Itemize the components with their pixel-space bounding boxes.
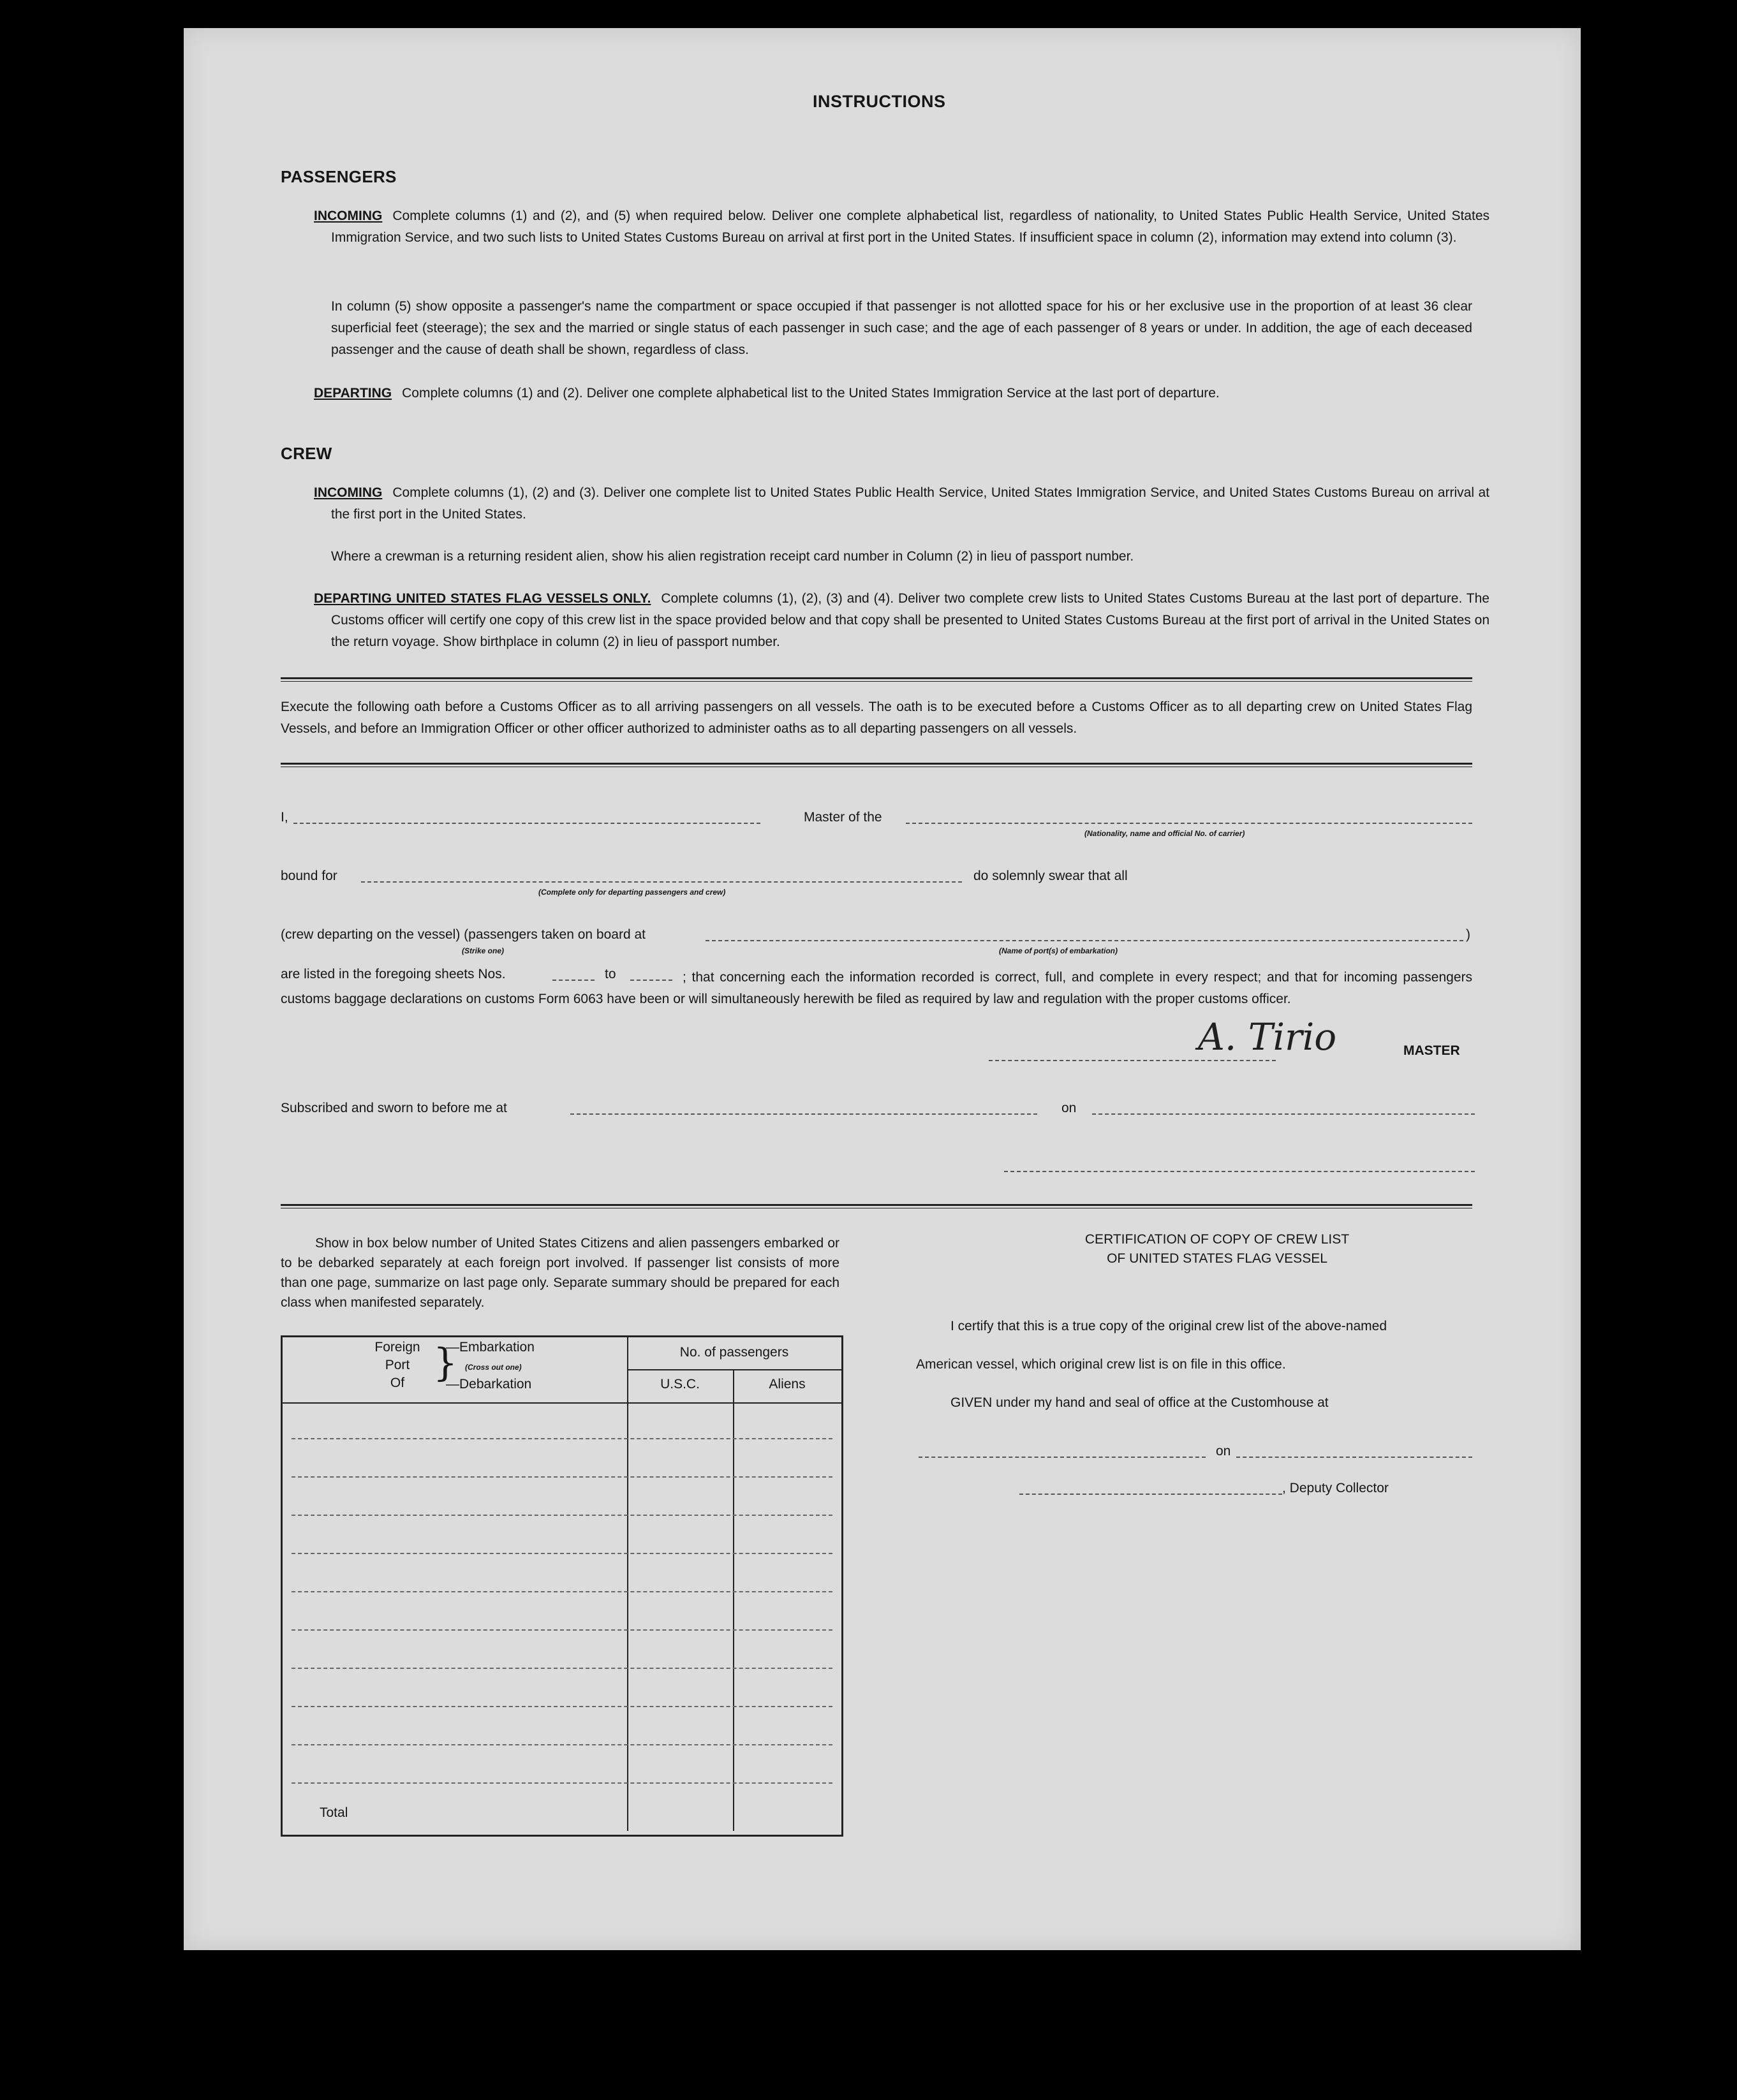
crew-passengers-text: (crew departing on the vessel) (passengers taken on board at <box>281 927 646 942</box>
bound-for-hint: (Complete only for departing passengers and crew) <box>538 888 726 897</box>
certification-date-field[interactable] <box>1236 1457 1472 1458</box>
section-divider <box>281 1204 1472 1208</box>
master-of-label: Master of the <box>804 810 882 825</box>
box-embarkation-label: —Embarkation <box>446 1340 535 1355</box>
box-of-label: Of <box>390 1376 405 1390</box>
crew-departing-text: Complete columns (1), (2), (3) and (4). Deliver two complete crew lists to United States Customs Bureau at the last port of departure. The Customs officer will certify one copy of this crew list in the space provided below and that copy shall be presented to United States Customs Bureau at the first port of arrival in the United States on the return voyage. Show birthplace in column (2) in lieu of passport number. <box>331 591 1489 649</box>
summary-note: Show in box below number of United States Citizens and alien passengers embarked or to be debarked separately at each foreign port involved. If passenger list consists of more than one page, summarize on last page only. Separate summary should be prepared for each class when manifested separately. <box>281 1236 839 1310</box>
swear-text: do solemnly swear that all <box>973 869 1128 883</box>
table-row[interactable] <box>292 1476 832 1478</box>
deputy-collector-signature-field[interactable] <box>1019 1494 1282 1495</box>
strike-one-hint: (Strike one) <box>462 946 505 955</box>
master-signature-line[interactable] <box>989 1060 1276 1061</box>
bound-for-label: bound for <box>281 869 337 883</box>
sworn-place-field[interactable] <box>570 1113 1037 1115</box>
close-paren: ) <box>1466 927 1470 942</box>
table-row[interactable] <box>292 1515 832 1516</box>
oath-intro: Execute the following oath before a Customs Officer as to all arriving passengers on all vessels. The oath is to be executed before a Customs Officer as to all departing crew on United States Flag Vessels, and before an Immigration Officer or other officer authorized to administer oaths as to all departing passengers on all vessels. <box>281 700 1472 736</box>
crew-departing-paragraph <box>314 588 1489 653</box>
box-no-passengers-header: No. of passengers <box>679 1345 789 1360</box>
box-usc-header: U.S.C. <box>660 1377 700 1391</box>
oath-i-label: I, <box>281 810 288 825</box>
passengers-column5-paragraph: In column (5) show opposite a passenger's name the compartment or space occupied if that passenger is not allotted space for his or her exclusive use in the proportion of at least 36 clear superficial feet (steerage); the sex and the married or single status of each passenger in such case; and the age of each passenger of 8 years or under. In addition, the age of each deceased passenger and the cause of death shall be shown, regardless of class. <box>331 299 1472 357</box>
sworn-on-label: on <box>1061 1101 1077 1115</box>
customhouse-field[interactable] <box>919 1457 1206 1458</box>
table-row[interactable] <box>292 1438 832 1439</box>
carrier-field[interactable] <box>906 823 1472 824</box>
sworn-date-field[interactable] <box>1092 1113 1475 1115</box>
box-cross-out-hint: (Cross out one) <box>465 1363 522 1372</box>
oath-statement: ; that concerning each the information recorded is correct, full, and complete in every respect; and that for incoming passengers customs baggage declarations on customs Form 6063 have been or will simultaneously herewith be filed as required by law and regulation with the proper customs officer. <box>281 970 1472 1006</box>
page-title: INSTRUCTIONS <box>813 92 946 111</box>
box-divider <box>627 1337 628 1831</box>
bound-for-field[interactable] <box>361 881 962 883</box>
passenger-summary-box <box>281 1335 843 1837</box>
box-aliens-header: Aliens <box>769 1377 806 1391</box>
master-signature: A. Tirio <box>1198 1015 1337 1059</box>
master-label: MASTER <box>1403 1043 1460 1058</box>
certification-title-line1: CERTIFICATION OF COPY OF CREW LIST <box>1084 1232 1350 1247</box>
table-row[interactable] <box>292 1629 832 1631</box>
passengers-heading: PASSENGERS <box>281 167 397 186</box>
box-debarkation-label: —Debarkation <box>446 1377 532 1391</box>
officer-signature-field[interactable] <box>1004 1171 1475 1172</box>
passengers-incoming-paragraph <box>314 205 1489 249</box>
embarkation-port-field[interactable] <box>706 940 1463 941</box>
certification-given-text: GIVEN under my hand and seal of office at the Customhouse at <box>950 1395 1329 1410</box>
table-row[interactable] <box>292 1782 832 1784</box>
box-port-label: Port <box>385 1358 410 1372</box>
crew-heading: CREW <box>281 444 332 463</box>
box-total-label: Total <box>320 1805 348 1820</box>
crew-departing-label: DEPARTING UNITED STATES FLAG VESSELS ONLY. <box>314 591 651 606</box>
brace-icon: } <box>433 1340 458 1385</box>
master-name-field[interactable] <box>293 823 760 824</box>
table-row[interactable] <box>292 1744 832 1745</box>
deputy-collector-label: , Deputy Collector <box>1282 1481 1389 1495</box>
crew-resident-paragraph: Where a crewman is a returning resident alien, show his alien registration receipt card number in Column (2) in lieu of passport number. <box>331 549 1134 564</box>
crew-incoming-label: INCOMING <box>314 485 383 500</box>
table-row[interactable] <box>292 1706 832 1707</box>
passengers-departing-label: DEPARTING <box>314 386 392 400</box>
passengers-incoming-label: INCOMING <box>314 209 383 223</box>
embarkation-hint: (Name of port(s) of embarkation) <box>999 946 1118 955</box>
table-row[interactable] <box>292 1553 832 1554</box>
section-divider <box>281 763 1472 767</box>
crew-incoming-text: Complete columns (1), (2) and (3). Deliver one complete list to United States Public Health Service, United States Immigration Service, and United States Customs Bureau on arrival at the first port in the United States. <box>331 485 1489 522</box>
certification-vessel-text: American vessel, which original crew list is on file in this office. <box>916 1357 1286 1372</box>
subscribed-label: Subscribed and sworn to before me at <box>281 1101 507 1115</box>
certification-title-line2: OF UNITED STATES FLAG VESSEL <box>1107 1251 1327 1266</box>
passengers-departing-text: Complete columns (1) and (2). Deliver one complete alphabetical list to the United States Immigration Service at the last port of departure. <box>402 386 1220 400</box>
form-page <box>184 28 1581 1950</box>
passengers-departing-paragraph <box>314 383 1472 404</box>
carrier-hint: (Nationality, name and official No. of carrier) <box>1084 829 1245 838</box>
table-row[interactable] <box>292 1591 832 1592</box>
certification-certify-text: I certify that this is a true copy of the original crew list of the above-named <box>950 1319 1387 1333</box>
box-header-divider <box>283 1402 841 1404</box>
crew-incoming-paragraph <box>314 482 1489 525</box>
section-divider <box>281 677 1472 682</box>
table-row[interactable] <box>292 1668 832 1669</box>
sheets-to-label: to <box>605 967 616 981</box>
box-foreign-label: Foreign <box>374 1340 420 1355</box>
certification-on-label: on <box>1216 1444 1231 1458</box>
passengers-incoming-text: Complete columns (1) and (2), and (5) when required below. Deliver one complete alphabetical list, regardless of nationality, to United States Public Health Service, United States Immigration Service, and two such lists to United States Customs Bureau on arrival at first port in the United States. If insufficient space in column (2), information may extend into column (3). <box>331 209 1489 245</box>
sheets-prefix: are listed in the foregoing sheets Nos. <box>281 967 506 981</box>
box-divider <box>627 1369 841 1370</box>
